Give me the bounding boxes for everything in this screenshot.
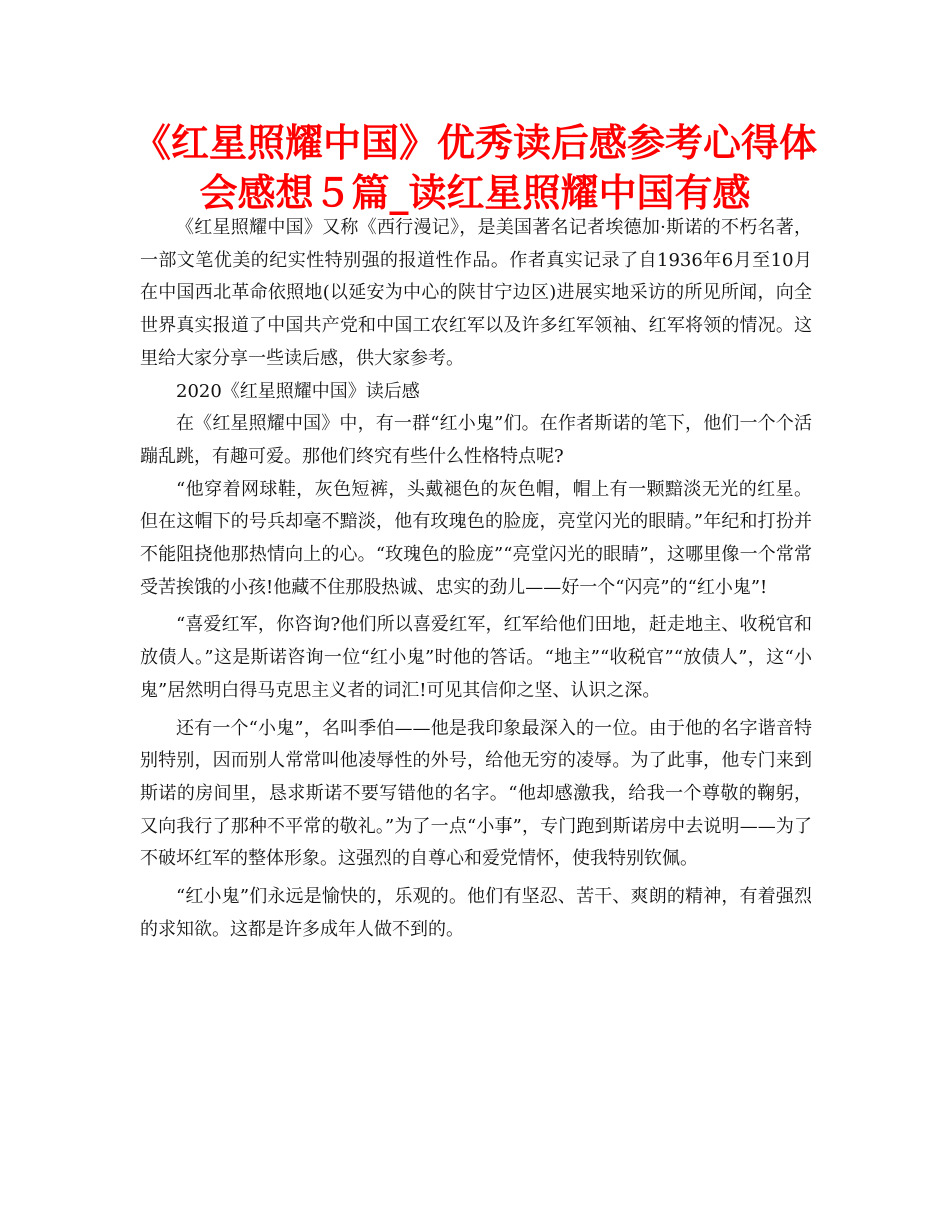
intro-paragraph: 《红星照耀中国》又称《西行漫记》，是美国著名记者埃德加·斯诺的不朽名著，一部文笔优美的纪实性特别强的报道性作品。作者真实记录了自1936年6月至10月在中国西北革命依照地(以延安为中心的陕甘宁边区)进展实地采访的所见所闻，向全世界真实报道了中国共产党和中国工农红军以及许多红军领袖、红军将领的情况。这里给大家分享一些读后感，供大家参考。	[140, 217, 812, 369]
section-heading: 2020《红星照耀中国》读后感	[176, 380, 420, 402]
document-title	[100, 118, 850, 218]
body-paragraph: 还有一个“小鬼”，名叫季伯——他是我印象最深入的一位。由于他的名字谐音特别特别，因而别人常常叫他凌辱性的外号，给他无穷的凌辱。为了此事，他专门来到斯诺的房间里，恳求斯诺不要写错他的名字。“他却感激我，给我一个尊敬的鞠躬，又向我行了那种不平常的敬礼。”为了一点“小事”，专门跑到斯诺房中去说明——为了不破坏红军的整体形象。这强烈的自尊心和爱党情怀，使我特别钦佩。	[140, 717, 812, 870]
body-paragraph: “喜爱红军，你咨询?他们所以喜爱红军，红军给他们田地，赶走地主、收税官和放债人。”这是斯诺咨询一位“红小鬼”时他的答话。“地主”“收税官”“放债人”，这“小鬼”居然明白得马克思主义者的词汇!可见其信仰之坚、认识之深。	[140, 614, 812, 701]
body-paragraph: “红小鬼”们永远是愉快的，乐观的。他们有坚忍、苦干、爽朗的精神，有着强烈的求知欲。这都是许多成年人做不到的。	[140, 886, 812, 940]
body-paragraph: 在《红星照耀中国》中，有一群“红小鬼”们。在作者斯诺的笔下，他们一个个活蹦乱跳，有趣可爱。那他们终究有些什么性格特点呢?	[140, 413, 812, 467]
document-body	[140, 212, 812, 946]
body-paragraph: “他穿着网球鞋，灰色短裤，头戴褪色的灰色帽，帽上有一颗黯淡无光的红星。但在这帽下的号兵却毫不黯淡，他有玫瑰色的脸庞，亮堂闪光的眼睛。”年纪和打扮并不能阻挠他那热情向上的心。“玫瑰色的脸庞”“亮堂闪光的眼睛”，这哪里像一个常常受苦挨饿的小孩!他藏不住那股热诚、忠实的劲儿——好一个“闪亮”的“红小鬼”!	[140, 478, 812, 598]
title-line-2: 会感想５篇_读红星照耀中国有感	[199, 171, 751, 215]
title-line-1: 《红星照耀中国》优秀读后感参考心得体	[132, 121, 817, 165]
